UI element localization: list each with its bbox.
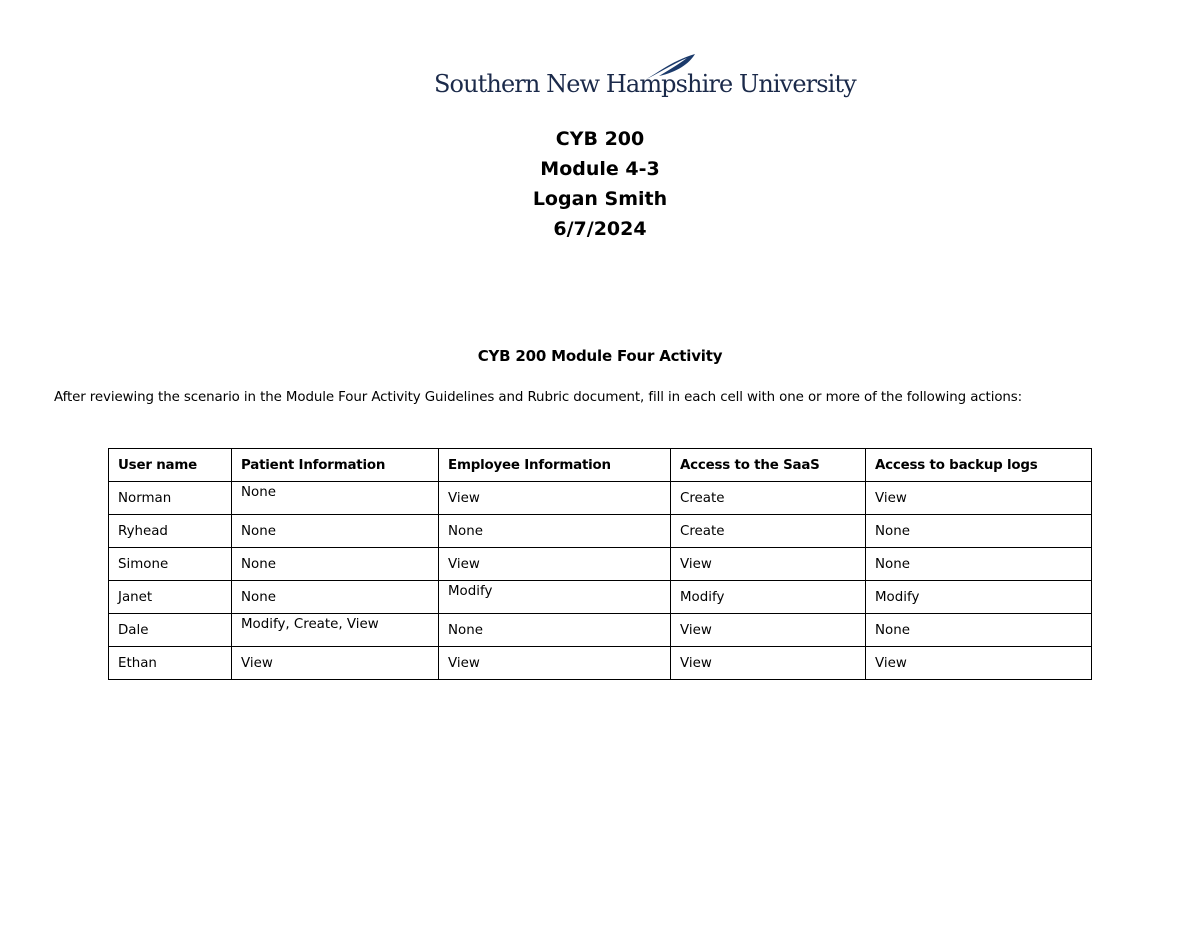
activity-title: CYB 200 Module Four Activity xyxy=(477,347,723,365)
access-control-table xyxy=(108,448,1092,680)
logo-text: Southern New Hampshire University xyxy=(434,70,856,98)
table-cell: Janet xyxy=(109,581,232,614)
university-logo xyxy=(434,52,856,108)
table-cell: Ryhead xyxy=(109,515,232,548)
table-cell: View xyxy=(866,482,1092,515)
table-row xyxy=(109,515,1092,548)
table-cell: View xyxy=(866,647,1092,680)
cell-text: Modify, Create, View xyxy=(241,616,379,632)
column-header: Patient Information xyxy=(232,449,439,482)
table-cell: View xyxy=(439,482,671,515)
table-row xyxy=(109,548,1092,581)
table-cell: Modify xyxy=(671,581,866,614)
table-cell: View xyxy=(671,548,866,581)
table-row xyxy=(109,482,1092,515)
cell-text: None xyxy=(241,484,276,500)
course-code: CYB 200 xyxy=(555,128,645,150)
author-name: Logan Smith xyxy=(532,188,668,210)
table-cell: None xyxy=(866,515,1092,548)
table-cell: Create xyxy=(671,482,866,515)
table-cell: Simone xyxy=(109,548,232,581)
table-cell: None xyxy=(866,548,1092,581)
table-header-row xyxy=(109,449,1092,482)
submission-date: 6/7/2024 xyxy=(553,218,647,240)
table-row xyxy=(109,614,1092,647)
cover-title-block xyxy=(0,124,1200,244)
table-cell: Modify xyxy=(866,581,1092,614)
table-cell: None xyxy=(439,515,671,548)
table-cell: Create xyxy=(671,515,866,548)
table-cell xyxy=(439,581,671,614)
table-cell: View xyxy=(439,548,671,581)
module-number: Module 4-3 xyxy=(540,158,660,180)
table-row xyxy=(109,581,1092,614)
table-cell: View xyxy=(439,647,671,680)
table-cell: Dale xyxy=(109,614,232,647)
column-header: User name xyxy=(109,449,232,482)
table-row xyxy=(109,647,1092,680)
instructions-text: After reviewing the scenario in the Module Four Activity Guidelines and Rubric document, fill in each cell with one or more of the following actions: xyxy=(54,390,1023,405)
cell-text: Modify xyxy=(448,583,493,599)
column-header: Access to the SaaS xyxy=(671,449,866,482)
column-header: Employee Information xyxy=(439,449,671,482)
table-cell: Ethan xyxy=(109,647,232,680)
table-cell: Norman xyxy=(109,482,232,515)
table-cell xyxy=(232,482,439,515)
table-cell: None xyxy=(866,614,1092,647)
table-cell xyxy=(232,614,439,647)
table-cell: None xyxy=(439,614,671,647)
table-cell: View xyxy=(232,647,439,680)
column-header: Access to backup logs xyxy=(866,449,1092,482)
table-cell: View xyxy=(671,647,866,680)
table-cell: None xyxy=(232,548,439,581)
table-cell: View xyxy=(671,614,866,647)
table-cell: None xyxy=(232,515,439,548)
table-cell: None xyxy=(232,581,439,614)
